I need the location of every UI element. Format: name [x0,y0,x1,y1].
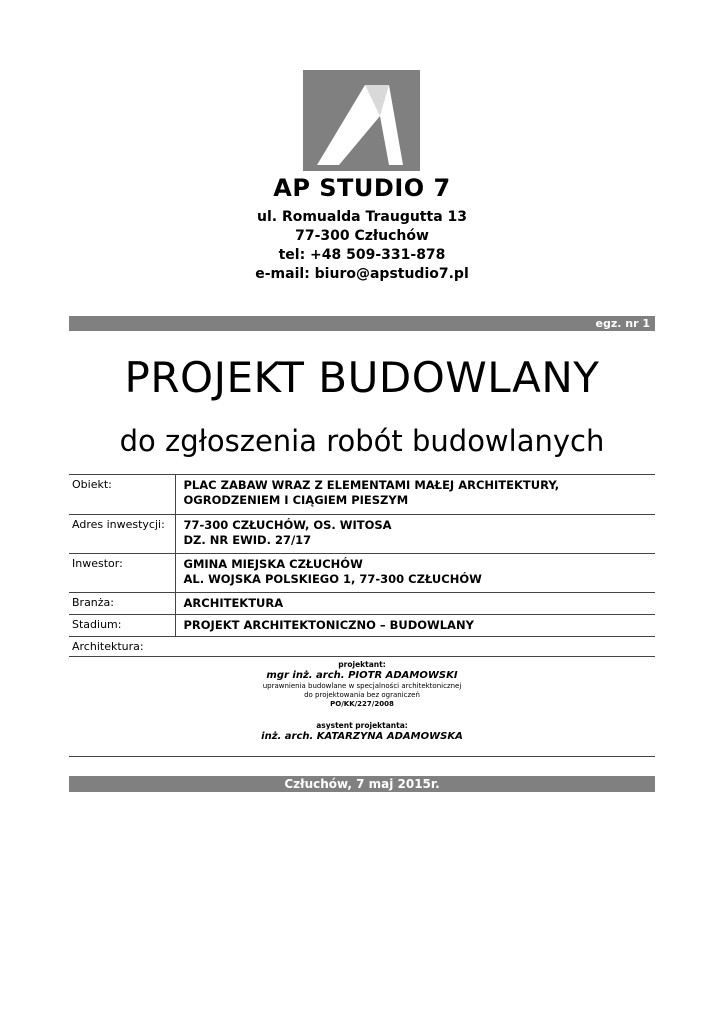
document-title: PROJEKT BUDOWLANY [124,353,600,402]
project-info-table [69,474,655,657]
permit-line-1: uprawnienia budowlane w specjalności architektonicznej [262,682,462,690]
projektant-role: projektant: [338,660,386,669]
company-name: AP STUDIO 7 [273,174,451,202]
architektura-label: Architektura: [69,637,655,657]
company-logo [303,70,420,171]
company-email: e-mail: biuro@apstudio7.pl [255,266,469,282]
copy-number: egz. nr 1 [595,317,650,330]
adres-line-2: DZ. NR EWID. 27/17 [183,533,312,547]
table-row [69,637,655,657]
signatures-block [69,656,655,757]
place-date-bar [69,776,655,792]
adres-label: Adres inwestycji: [69,515,175,554]
obiekt-value: PLAC ZABAW WRAZ Z ELEMENTAMI MAŁEJ ARCHITEKTURY, OGRODZENIEM I CIĄGIEM PIESZYM [175,475,655,515]
stadium-label: Stadium: [69,615,175,637]
company-street: ul. Romualda Traugutta 13 [256,209,467,225]
branza-label: Branża: [69,593,175,615]
inwestor-line-2: AL. WOJSKA POLSKIEGO 1, 77-300 CZŁUCHÓW [183,572,482,586]
place-date: Człuchów, 7 maj 2015r. [284,777,440,791]
table-row [69,515,655,554]
adres-value [175,515,655,554]
obiekt-label: Obiekt: [69,475,175,515]
table-row [69,475,655,515]
permit-line-2: do projektowania bez ograniczeń [304,691,420,699]
table-row [69,554,655,593]
asystent-name: inż. arch. KATARZYNA ADAMOWSKA [261,731,463,742]
copy-number-bar [69,316,655,331]
stadium-value: PROJEKT ARCHITEKTONICZNO – BUDOWLANY [175,615,655,637]
table-row [69,615,655,637]
table-row [69,593,655,615]
document-subtitle: do zgłoszenia robót budowlanych [119,424,605,458]
a-studio-logo-icon [303,70,420,171]
adres-line-1: 77-300 CZŁUCHÓW, OS. WITOSA [183,518,392,532]
branza-value: ARCHITEKTURA [175,593,655,615]
inwestor-value [175,554,655,593]
projektant-name: mgr inż. arch. PIOTR ADAMOWSKI [266,670,458,681]
company-city: 77-300 Człuchów [295,228,429,244]
permit-number: PO/KK/227/2008 [330,700,394,708]
inwestor-line-1: GMINA MIEJSKA CZŁUCHÓW [183,557,363,571]
asystent-role: asystent projektanta: [316,721,408,730]
company-phone: tel: +48 509-331-878 [278,247,446,263]
inwestor-label: Inwestor: [69,554,175,593]
